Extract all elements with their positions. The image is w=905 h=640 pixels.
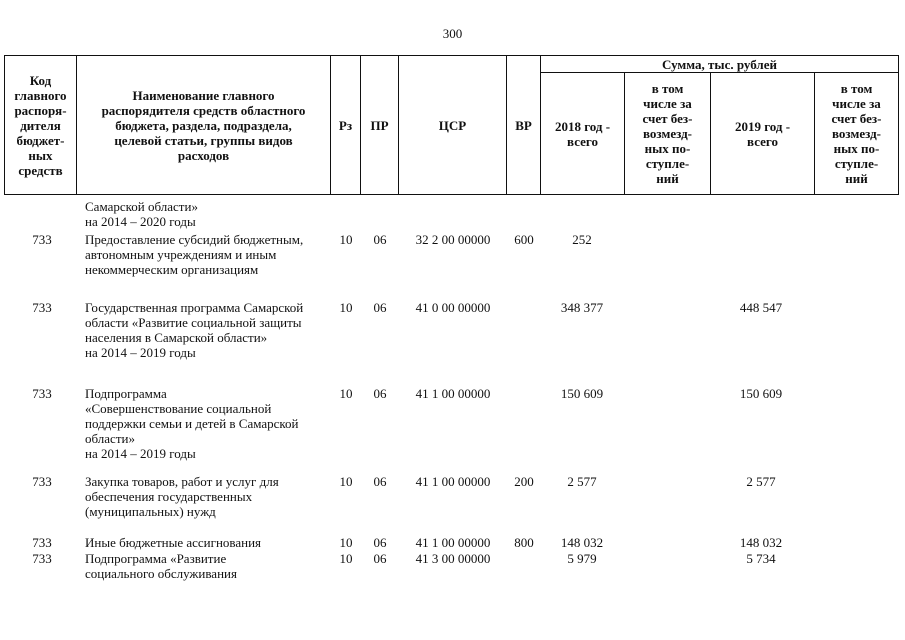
table-row-4-rz: 10 xyxy=(339,474,353,489)
table-row-5-csr: 41 1 00 00000 xyxy=(415,535,491,550)
table-row-1-sum-2018: 252 xyxy=(572,232,592,247)
table-row-3-sum-2018: 150 609 xyxy=(560,386,604,401)
header-rz: Рз xyxy=(338,117,353,133)
table-row-4-vr: 200 xyxy=(514,474,534,489)
table-row-1-name: Предоставление субсидий бюджетным, автономным учреждениям и иным некоммерческим организациям xyxy=(85,232,304,277)
header-sum-group: Сумма, тыс. рублей xyxy=(662,56,777,72)
table-row-6-sum-2019: 5 734 xyxy=(746,551,776,566)
table-row-5-vr: 800 xyxy=(514,535,534,550)
table-row-0-name: Самарской области» на 2014 – 2020 годы xyxy=(85,199,198,229)
table-row-4-pr: 06 xyxy=(373,474,387,489)
table-row-1-pr: 06 xyxy=(373,232,387,247)
table-row-6-code: 733 xyxy=(32,551,52,566)
header-vr: ВР xyxy=(515,117,532,133)
table-row-3-pr: 06 xyxy=(373,386,387,401)
table-row-2-rz: 10 xyxy=(339,300,353,315)
table-row-5-sum-2018: 148 032 xyxy=(560,535,604,550)
header-total-2019: 2019 год - всего xyxy=(734,118,791,149)
table-row-2-name: Государственная программа Самарской области «Развитие социальной защиты населения в Самарской области» на 2014 – 2019 годы xyxy=(85,300,304,360)
table-row-4-csr: 41 1 00 00000 xyxy=(415,474,491,489)
table-row-4-sum-2018: 2 577 xyxy=(567,474,597,489)
table-row-3-csr: 41 1 00 00000 xyxy=(415,386,491,401)
table-row-1-code: 733 xyxy=(32,232,52,247)
table-row-4-sum-2019: 2 577 xyxy=(746,474,776,489)
table-row-5-pr: 06 xyxy=(373,535,387,550)
header-pr: ПР xyxy=(370,117,389,133)
table-row-1-rz: 10 xyxy=(339,232,353,247)
table-row-2-sum-2018: 348 377 xyxy=(560,300,604,315)
table-row-5-name: Иные бюджетные ассигнования xyxy=(85,535,262,550)
table-row-4-name: Закупка товаров, работ и услуг для обеспечения государственных (муниципальных) нужд xyxy=(85,474,279,519)
header-csr: ЦСР xyxy=(438,117,467,133)
table-row-3-rz: 10 xyxy=(339,386,353,401)
table-row-6-csr: 41 3 00 00000 xyxy=(415,551,491,566)
table-row-1-csr: 32 2 00 00000 xyxy=(415,232,491,247)
table-row-5-rz: 10 xyxy=(339,535,353,550)
table-row-2-sum-2019: 448 547 xyxy=(739,300,783,315)
table-row-2-code: 733 xyxy=(32,300,52,315)
header-total-2018: 2018 год - всего xyxy=(554,118,611,149)
table-row-5-code: 733 xyxy=(32,535,52,550)
header-code: Код главного распоря-дителя бюджет-ных средств xyxy=(14,72,67,178)
page-number: 300 xyxy=(442,26,463,41)
table-row-4-code: 733 xyxy=(32,474,52,489)
table-row-1-vr: 600 xyxy=(514,232,534,247)
table-row-6-rz: 10 xyxy=(339,551,353,566)
table-row-3-name: Подпрограмма «Совершенствование социальной поддержки семьи и детей в Самарской области» на 2014 – 2019 годы xyxy=(85,386,299,461)
table-row-2-pr: 06 xyxy=(373,300,387,315)
table-row-3-sum-2019: 150 609 xyxy=(739,386,783,401)
header-name: Наименование главного распорядителя средств областного бюджета, раздела, подраздела, целевой статьи, группы видов расходов xyxy=(101,87,306,163)
header-incl-2018: в том числе за счет без-возмезд-ных по-ступле-ний xyxy=(642,81,693,186)
header-incl-2019: в том числе за счет без-возмезд-ных по-ступле-ний xyxy=(831,81,882,186)
table-row-3-code: 733 xyxy=(32,386,52,401)
table-row-2-csr: 41 0 00 00000 xyxy=(415,300,491,315)
table-row-6-name: Подпрограмма «Развитие социального обслуживания xyxy=(85,551,237,581)
table-row-6-pr: 06 xyxy=(373,551,387,566)
table-row-5-sum-2019: 148 032 xyxy=(739,535,783,550)
table-row-6-sum-2018: 5 979 xyxy=(567,551,597,566)
